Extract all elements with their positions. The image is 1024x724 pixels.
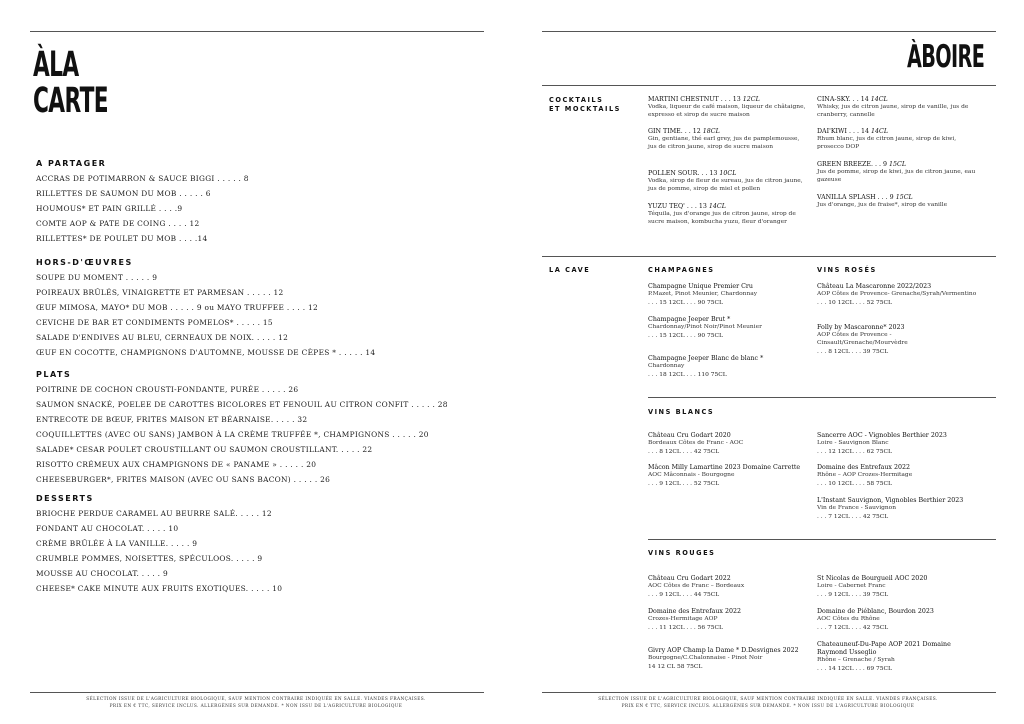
champagnes-title: CHAMPAGNES: [648, 266, 715, 274]
cocktail-volume: 12CL: [742, 96, 760, 103]
food-title-line2: CARTE: [33, 81, 108, 121]
wine-name: Château La Mascaronne 2022/2023: [817, 283, 932, 290]
wine-price: . . . 9 12CL . . . 52 75CL: [648, 480, 720, 487]
wine-item: [817, 575, 977, 600]
menu-item: ŒUF MIMOSA, MAYO* DU MOB . . . . . 9 ou MAYO TRUFFEE . . . . 12: [36, 303, 319, 312]
wine-description: Crozes-Hermitage AOP: [648, 615, 718, 622]
cocktail-item: [648, 128, 808, 152]
menu-item: HOUMOUS* ET PAIN GRILLÉ . . . .9: [36, 204, 183, 213]
cocktail-volume: 15CL: [889, 161, 907, 168]
drinks-title: ÀBOIRE: [907, 39, 985, 75]
footer-note-line1: SÉLECTION ISSUE DE L'AGRICULTURE BIOLOGIQUE, SAUF MENTION CONTRAIRE INDIQUÉE EN SALLE. VIANDES FRANÇAISES.: [598, 697, 938, 702]
wine-price: . . . 9 12CL . . . 39 75CL: [817, 591, 889, 598]
wine-item: [817, 641, 977, 674]
rouges-rule: [648, 539, 996, 540]
wine-item: [648, 432, 808, 457]
wine-price: . . . 7 12CL . . . 42 75CL: [817, 624, 889, 631]
cocktail-volume: 14CL: [871, 128, 889, 135]
cocktail-name-text: YUZU TEQ' . . . 13: [648, 203, 709, 210]
menu-item: SOUPE DU MOMENT . . . . . 9: [36, 273, 158, 282]
menu-item: RISOTTO CRÉMEUX AUX CHAMPIGNONS DE « PANAME » . . . . . 20: [36, 460, 317, 469]
cocktail-item: [817, 96, 977, 120]
wine-price: . . . 15 12CL . . . 90 75CL: [648, 332, 723, 339]
menu-item: POITRINE DE COCHON CROUSTI-FONDANTE, PURÉE . . . . . 26: [36, 385, 299, 394]
wine-description: AOC Mâconnais - Bourgogne: [648, 471, 735, 478]
cocktail-volume: 10CL: [719, 170, 737, 177]
wine-item: [648, 647, 808, 672]
wine-name: Chateauneuf-Du-Pape AOP 2021 Domaine Raymond Usseglio: [817, 641, 951, 656]
top-rule: [30, 31, 484, 32]
cocktail-item: [648, 170, 808, 194]
cocktail-description: Téquila, jus d'orange jus de citron jaune, sirop de sucre maison, kombucha yuzu, fleur d'oranger: [648, 210, 796, 225]
menu-item: ENTRECOTE DE BŒUF, FRITES MAISON ET BÉARNAISE. . . . . 32: [36, 415, 308, 424]
drinks-menu-page: [512, 0, 1024, 724]
wine-item: [817, 464, 977, 489]
menu-item: COQUILLETTES (AVEC OU SANS) JAMBON À LA CRÈME TRUFFÉE *, CHAMPIGNONS . . . . . 20: [36, 430, 429, 439]
wine-price: . . . 11 12CL . . . 56 75CL: [648, 624, 723, 631]
wine-price: . . . 14 12CL . . . 69 75CL: [817, 665, 892, 672]
wine-item: [817, 324, 977, 357]
cocktail-name: [648, 170, 808, 178]
cocktail-item: [817, 128, 977, 152]
wine-name: Champagne Unique Premier Cru: [648, 283, 753, 290]
wine-price: . . . 18 12CL . . . 110 75CL: [648, 371, 727, 378]
wine-item: [817, 497, 992, 522]
cocktail-name: [648, 203, 808, 211]
wine-description: AOP Côtes de Provence - Cinsault/Grenache/Mourvèdre: [817, 331, 908, 346]
wine-description: P.Mazet, Pinot Meunier, Chardonnay: [648, 290, 758, 297]
cocktail-volume: 14CL: [708, 203, 726, 210]
wine-item: [648, 575, 808, 600]
menu-item: FONDANT AU CHOCOLAT. . . . . 10: [36, 524, 179, 533]
menu-item: SAUMON SNACKÉ, POELEE DE CAROTTES BICOLORES ET FENOUIL AU CITRON CONFIT . . . . . 28: [36, 400, 448, 409]
cocktail-name: [817, 161, 977, 169]
section-title-desserts: DESSERTS: [36, 494, 94, 503]
cocktails-label-line1: COCKTAILS: [549, 96, 604, 104]
wine-item: [648, 355, 808, 380]
section-title-a-partager: A PARTAGER: [36, 159, 107, 168]
menu-item: SALADE* CESAR POULET CROUSTILLANT OU SAUMON CROUSTILLANT. . . . . 22: [36, 445, 373, 454]
cocktail-name: [648, 128, 808, 136]
cocktail-name: [817, 128, 977, 136]
top-rule: [542, 31, 996, 32]
wine-item: [648, 464, 808, 489]
wine-name: St Nicolas de Bourgueil AOC 2020: [817, 575, 928, 582]
section-title-plats: PLATS: [36, 370, 72, 379]
section-title-hors-doeuvres: HORS-D'ŒUVRES: [36, 258, 133, 267]
wine-description: Vin de France - Sauvignon: [817, 504, 897, 511]
cocktail-name-text: CINA-SKY. . . 14: [817, 96, 871, 103]
cocktail-description: Whisky, jus de citron jaune, sirop de vanille, jus de cranberry, cannelle: [817, 103, 969, 118]
wine-description: Chardonnay/Pinot Noir/Pinot Meunier: [648, 323, 762, 330]
wine-price: . . . 12 12CL . . . 62 75CL: [817, 448, 892, 455]
wine-price: . . . 10 12CL . . . 52 75CL: [817, 299, 892, 306]
menu-item: CHEESE* CAKE MINUTE AUX FRUITS EXOTIQUES. . . . . 10: [36, 584, 283, 593]
la-cave-label: LA CAVE: [549, 266, 591, 274]
food-title-line1: ÀLA: [33, 45, 79, 85]
menu-item: BRIOCHE PERDUE CARAMEL AU BEURRE SALÉ. . . . . 12: [36, 509, 272, 518]
cocktail-description: Jus de pomme, sirop de kiwi, jus de citron jaune, eau gazeuse: [817, 168, 976, 183]
menu-item: SALADE D'ENDIVES AU BLEU, CERNEAUX DE NOIX. . . . . 12: [36, 333, 289, 342]
menu-item: ACCRAS DE POTIMARRON & SAUCE BIGGI . . . . . 8: [36, 174, 249, 183]
wine-name: L'Instant Sauvignon, Vignobles Berthier 2023: [817, 497, 964, 504]
wine-name: Château Cru Godart 2022: [648, 575, 731, 582]
wine-description: Bourgogne/C.Chalonnaise - Pinot Noir: [648, 654, 763, 661]
wine-price: . . . 10 12CL . . . 58 75CL: [817, 480, 892, 487]
wine-price: 14 12 CL 58 75CL: [648, 663, 703, 670]
wine-description: Bordeaux Côtes de Franc - AOC: [648, 439, 744, 446]
blancs-title: VINS BLANCS: [648, 408, 715, 416]
cocktail-description: Vodka, liqueur de café maison, liqueur de châtaigne, expresso et sirop de sucre maison: [648, 103, 806, 118]
wine-item: [817, 283, 977, 308]
menu-item: CHEESEBURGER*, FRITES MAISON (AVEC OU SANS BACON) . . . . . 26: [36, 475, 331, 484]
cocktail-item: [817, 194, 977, 210]
wine-price: . . . 15 12CL . . . 90 75CL: [648, 299, 723, 306]
wine-description: AOC Côtes de Franc – Bordeaux: [648, 582, 745, 589]
wine-name: Champagne Jeeper Brut *: [648, 316, 731, 323]
wine-name: Mâcon Milly Lamartine 2023 Domaine Carrette: [648, 464, 801, 471]
footer-rule: [542, 692, 996, 693]
menu-item: COMTE AOP & PATE DE COING . . . . 12: [36, 219, 200, 228]
wine-price: . . . 8 12CL . . . 42 75CL: [648, 448, 720, 455]
cocktail-item: [648, 96, 808, 120]
wine-price: . . . 9 12CL . . . 44 75CL: [648, 591, 720, 598]
cocktail-description: Vodka, sirop de fleur de sureau, jus de citron jaune, jus de pomme, sirop de miel et pollen: [648, 177, 803, 192]
cocktails-label: [549, 96, 621, 113]
cocktail-name-text: VANILLA SPLASH . . . 9: [817, 194, 896, 201]
cocktail-item: [817, 161, 977, 185]
footer-note-line1: SÉLECTION ISSUE DE L'AGRICULTURE BIOLOGIQUE, SAUF MENTION CONTRAIRE INDIQUÉE EN SALLE. VIANDES FRANÇAISES.: [86, 697, 426, 702]
wine-description: Loire - Cabernet Franc: [817, 582, 886, 589]
cocktail-volume: 18CL: [702, 128, 720, 135]
wine-name: Sancerre AOC - Vignobles Berthier 2023: [817, 432, 947, 439]
wine-item: [817, 432, 977, 457]
footer-note-line2: PRIX EN € TTC, SERVICE INCLUS. ALLERGÈNES SUR DEMANDE. * NON ISSU DE L'AGRICULTURE BIOLOGIQUE: [621, 704, 915, 709]
cocktail-item: [648, 203, 808, 227]
cocktail-name: [817, 194, 977, 202]
wine-name: Château Cru Godart 2020: [648, 432, 731, 439]
cocktail-volume: 15CL: [895, 194, 913, 201]
wine-description: Loire - Sauvignon Blanc: [817, 439, 889, 446]
cocktail-volume: 14CL: [870, 96, 888, 103]
menu-item: RILLETTES DE SAUMON DU MOB . . . . . 6: [36, 189, 211, 198]
wine-description: AOP Côtes de Provence- Grenache/Syrah/Vermentino: [817, 290, 977, 297]
menu-item: CEVICHE DE BAR ET CONDIMENTS POMELOS* . . . . . 15: [36, 318, 273, 327]
wine-price: . . . 7 12CL . . . 42 75CL: [817, 513, 889, 520]
wine-name: Givry AOP Champ la Dame * D.Desvignes 2022: [648, 647, 799, 654]
wine-description: Chardonnay: [648, 362, 685, 369]
cocktails-label-line2: ET MOCKTAILS: [549, 104, 621, 113]
cocktail-name-text: DAI'KIWI . . . 14: [817, 128, 871, 135]
menu-item: CRUMBLE POMMES, NOISETTES, SPÉCULOOS. . . . . 9: [36, 554, 263, 563]
wine-item: [648, 608, 808, 633]
wine-item: [817, 608, 977, 633]
wine-item: [648, 316, 808, 341]
wine-name: Champagne Jeeper Blanc de blanc *: [648, 355, 764, 362]
rouges-title: VINS ROUGES: [648, 549, 716, 557]
menu-item: RILLETTES* DE POULET DU MOB . . . .14: [36, 234, 208, 243]
cocktail-description: Gin, gentiane, thé earl grey, jus de pamplemousse, jus de citron jaune, sirop de sucre maison: [648, 135, 800, 150]
cocktail-description: Rhum blanc, jus de citron jaune, sirop de kiwi, prosecco DOP: [817, 135, 957, 150]
wine-name: Folly by Mascaronne* 2023: [817, 324, 905, 331]
blancs-rule: [648, 397, 996, 398]
menu-item: CRÈME BRÛLÉE À LA VANILLE. . . . . 9: [36, 539, 198, 548]
footer-note-line2: PRIX EN € TTC, SERVICE INCLUS. ALLERGÈNES SUR DEMANDE. * NON ISSU DE L'AGRICULTURE BIOLOGIQUE: [109, 704, 403, 709]
cocktails-rule: [542, 85, 996, 86]
cave-rule: [542, 256, 996, 257]
wine-name: Domaine des Entrefaux 2022: [817, 464, 910, 471]
wine-name: Domaine des Entrefaux 2022: [648, 608, 741, 615]
cocktail-name-text: POLLEN SOUR. . . 13: [648, 170, 720, 177]
cocktail-name-text: GIN TIME. . . 12: [648, 128, 703, 135]
wine-item: [648, 283, 808, 308]
wine-name: Domaine de Piéblanc, Bourdon 2023: [817, 608, 934, 615]
wine-description: AOC Côtes du Rhône: [817, 615, 880, 622]
menu-item: POIREAUX BRÛLÉS, VINAIGRETTE ET PARMESAN . . . . . 12: [36, 288, 284, 297]
cocktail-name-text: MARTINI CHESTNUT . . . 13: [648, 96, 743, 103]
cocktail-name: [817, 96, 977, 104]
menu-item: ŒUF EN COCOTTE, CHAMPIGNONS D'AUTOMNE, MOUSSE DE CÈPES * . . . . . 14: [36, 348, 376, 357]
menu-item: MOUSSE AU CHOCOLAT. . . . . 9: [36, 569, 168, 578]
roses-title: VINS ROSÉS: [817, 266, 877, 274]
cocktail-name: [648, 96, 808, 104]
wine-price: . . . 8 12CL . . . 39 75CL: [817, 348, 889, 355]
wine-description: Rhône – Grenache / Syrah: [817, 656, 895, 663]
wine-description: Rhône – AOP Crozes-Hermitage: [817, 471, 913, 478]
cocktail-description: Jus d'orange, jus de fraise*, sirop de vanille: [817, 201, 948, 208]
footer-rule: [30, 692, 484, 693]
cocktail-name-text: GREEN BREEZE. . . 9: [817, 161, 890, 168]
